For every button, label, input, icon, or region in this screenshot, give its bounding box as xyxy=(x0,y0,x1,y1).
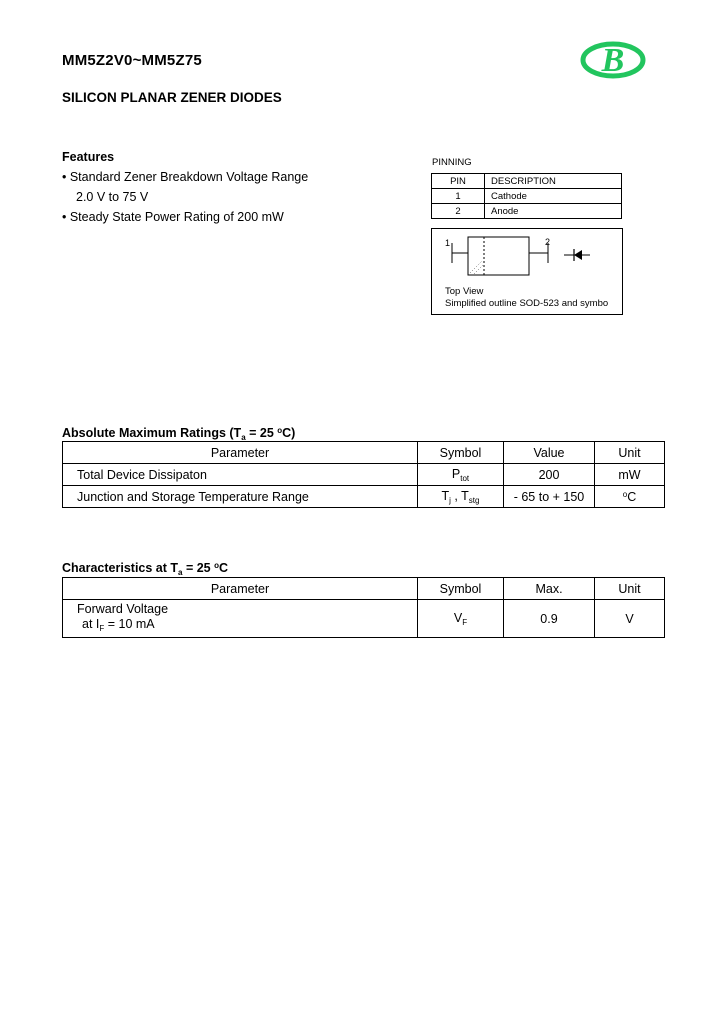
header-cell: PIN xyxy=(432,174,485,189)
header-cell: DESCRIPTION xyxy=(485,174,622,189)
table-header-row xyxy=(63,578,665,600)
outline-pin1-label: 1 xyxy=(445,238,451,248)
unit-cell: mW xyxy=(595,464,665,486)
features-heading: Features xyxy=(62,150,115,164)
table-row xyxy=(432,189,622,204)
param-cell: Forward Voltage at $I_F = 10$ mA xyxy=(63,600,418,638)
header-cell: Symbol xyxy=(418,578,504,600)
symbol-cell: $P_{tot}$ xyxy=(418,464,504,486)
header-cell: Unit xyxy=(595,578,665,600)
page-title: MM5Z2V0~MM5Z75 xyxy=(62,52,202,69)
package-outline-box xyxy=(431,228,623,315)
company-logo xyxy=(580,40,646,80)
value-cell: 0.9 xyxy=(504,600,595,638)
param-cell: Junction and Storage Temperature Range xyxy=(63,486,418,508)
pin-description: Anode xyxy=(485,204,622,219)
table-header-row xyxy=(63,442,665,464)
table-row xyxy=(63,464,665,486)
outline-caption: Simplified outline SOD-523 and symbo xyxy=(445,298,609,309)
page-subtitle: SILICON PLANAR ZENER DIODES xyxy=(62,90,282,105)
table-row xyxy=(63,600,665,638)
unit-cell: $^o$C xyxy=(595,486,665,508)
param-cell: Total Device Dissipaton xyxy=(63,464,418,486)
characteristics-table xyxy=(62,577,665,638)
feature-item: 2.0 V to 75 V xyxy=(76,190,149,204)
characteristics-heading: Characteristics at $T_a = 25$ $^o$C xyxy=(62,561,229,577)
logo-letter: B xyxy=(601,42,625,79)
abs-max-table xyxy=(62,441,665,508)
unit-cell: V xyxy=(595,600,665,638)
value-cell: 200 xyxy=(504,464,595,486)
pinning-label: PINNING xyxy=(432,157,472,168)
pinning-table xyxy=(431,173,622,219)
header-cell: Value xyxy=(504,442,595,464)
table-header-row xyxy=(432,174,622,189)
pin-description: Cathode xyxy=(485,189,622,204)
feature-item: • Standard Zener Breakdown Voltage Range xyxy=(62,170,309,184)
feature-item: • Steady State Power Rating of 200 mW xyxy=(62,210,284,224)
header-cell: Parameter xyxy=(63,442,418,464)
header-cell: Unit xyxy=(595,442,665,464)
header-cell: Parameter xyxy=(63,578,418,600)
outline-pin2-label: 2 xyxy=(545,237,551,247)
pin-number: 2 xyxy=(432,204,485,219)
value-cell: - 65 to + 150 xyxy=(504,486,595,508)
table-row xyxy=(432,204,622,219)
outline-caption: Top View xyxy=(445,286,484,297)
header-cell: Symbol xyxy=(418,442,504,464)
table-row xyxy=(63,486,665,508)
pin-number: 1 xyxy=(432,189,485,204)
symbol-cell: $V_F$ xyxy=(418,600,504,638)
header-cell: Max. xyxy=(504,578,595,600)
symbol-cell: $T_j$ , $T_{stg}$ xyxy=(418,486,504,508)
abs-max-heading: Absolute Maximum Ratings ($T_a = 25$ $^o$C) xyxy=(62,426,296,442)
